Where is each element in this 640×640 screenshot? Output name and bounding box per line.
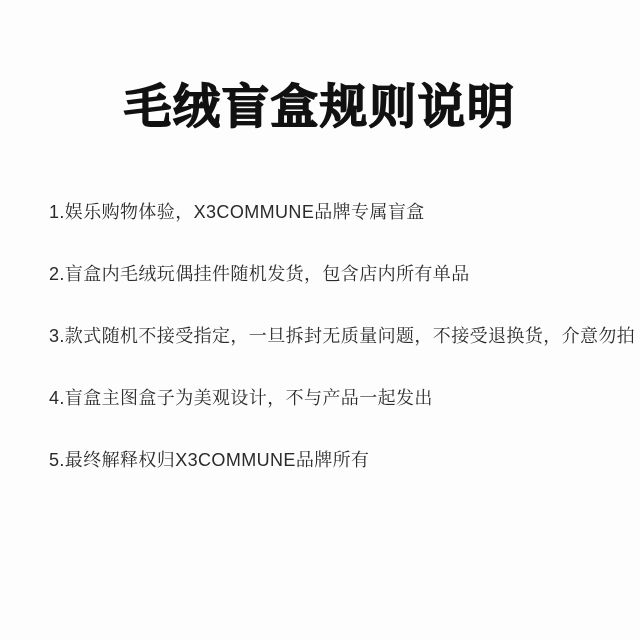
document-title: 毛绒盲盒规则说明: [124, 80, 516, 133]
rule-item-5: 5.最终解释权归X3COMMUNE品牌所有: [49, 450, 370, 470]
rule-item-3: 3.款式随机不接受指定，一旦拆封无质量问题，不接受退换货，介意勿拍: [49, 326, 636, 346]
rule-item-1: 1.娱乐购物体验，X3COMMUNE品牌专属盲盒: [49, 202, 425, 222]
rules-list: [49, 202, 636, 512]
rule-item-2: 2.盲盒内毛绒玩偶挂件随机发货，包含店内所有单品: [49, 264, 470, 284]
rule-item-4: 4.盲盒主图盒子为美观设计，不与产品一起发出: [49, 388, 433, 408]
